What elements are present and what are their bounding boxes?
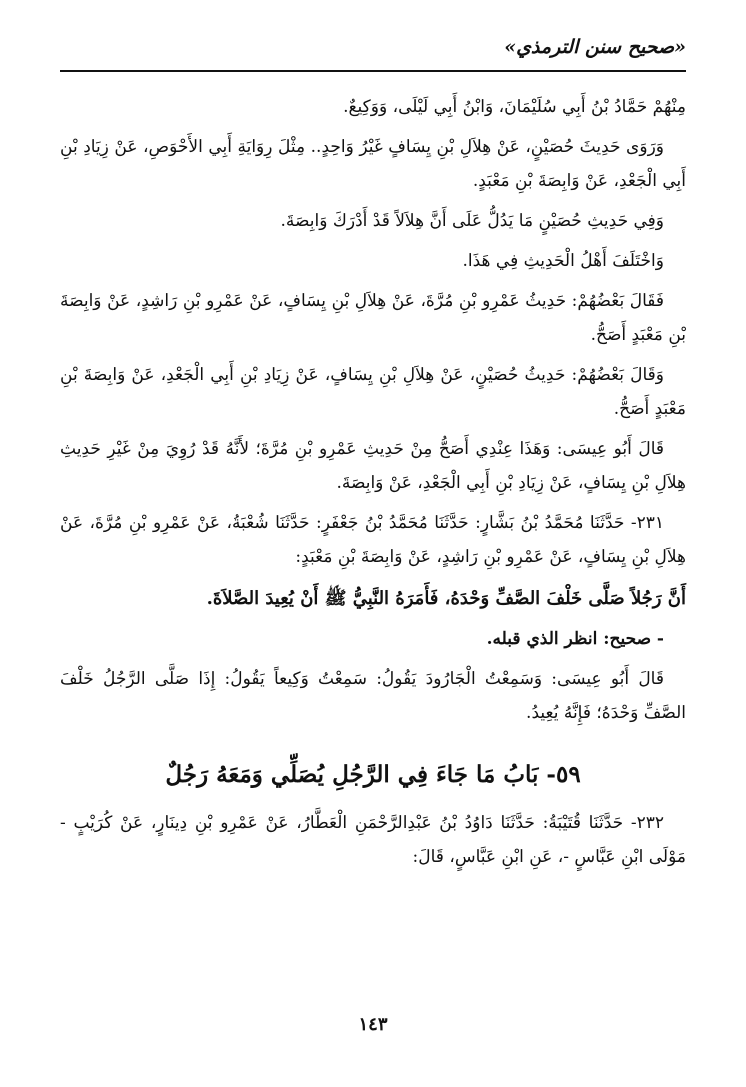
hadith-grade: - صحيح: انظر الذي قبله.: [486, 629, 664, 649]
text-paragraph: وَاخْتَلَفَ أَهْلُ الْحَدِيثِ فِي هَذَا.: [462, 251, 664, 271]
text-paragraph: قَالَ أَبُو عِيسَى: وَسَمِعْتُ الْجَارُودَ يَقُولُ: سَمِعْتُ وَكِيعاً يَقُولُ: إِذَا صَلَّى الرَّجُلُ خَلْفَ الصَّفِّ وَحْدَهُ؛ فَإِنَّهُ يُعِيدُ.: [60, 669, 686, 723]
page-body: [60, 90, 686, 880]
hadith-chain-232: ٢٣٢- حَدَّثَنَا قُتَيْبَةُ: حَدَّثَنَا دَاوُدُ بْنُ عَبْدِالرَّحْمَنِ الْعَطَّارُ، عَنْ عَمْرِو بْنِ دِينَارٍ، عَنْ كُرَيْبٍ - مَوْلَى ابْنِ عَبَّاسٍ -، عَنِ ابْنِ عَبَّاسٍ، قَالَ:: [60, 813, 686, 867]
text-paragraph: وَفِي حَدِيثِ حُصَيْنٍ مَا يَدُلُّ عَلَى أَنَّ هِلاَلاً قَدْ أَدْرَكَ وَابِصَةَ.: [280, 211, 664, 231]
text-paragraph: قَالَ أَبُو عِيسَى: وَهَذَا عِنْدِي أَصَحُّ مِنْ حَدِيثِ عَمْرِو بْنِ مُرَّةَ؛ لأَنَّهُ قَدْ رُوِيَ مِنْ غَيْرِ حَدِيثِ هِلاَلِ بْنِ يِسَافٍ، عَنْ زِيَادِ بْنِ أَبِي الْجَعْدِ، عَنْ وَابِصَةَ.: [60, 439, 686, 493]
text-paragraph: وَرَوَى حَدِيثَ حُصَيْنٍ، عَنْ هِلاَلِ بْنِ يِسَافٍ غَيْرُ وَاحِدٍ.. مِثْلَ رِوَايَةِ أَبِي الأَحْوَصِ، عَنْ زِيَادِ بْنِ أَبِي الْجَعْدِ، عَنْ وَابِصَةَ بْنِ مَعْبَدٍ.: [60, 137, 686, 191]
chapter-heading: ٥٩- بَابُ مَا جَاءَ فِي الرَّجُلِ يُصَلِّي وَمَعَهُ رَجُلٌ: [165, 761, 581, 788]
text-paragraph: فَقَالَ بَعْضُهُمْ: حَدِيثُ عَمْرِو بْنِ مُرَّةَ، عَنْ هِلاَلِ بْنِ يِسَافٍ، عَنْ عَمْرِو بْنِ رَاشِدٍ، عَنْ وَابِصَةَ بْنِ مَعْبَدٍ أَصَحُّ.: [60, 291, 686, 345]
text-paragraph: مِنْهُمْ حَمَّادُ بْنُ أَبِي سُلَيْمَانَ، وَابْنُ أَبِي لَيْلَى، وَوَكِيعٌ.: [343, 97, 686, 117]
hadith-chain-231: ٢٣١- حَدَّثَنَا مُحَمَّدُ بْنُ بَشَّارٍ: حَدَّثَنَا مُحَمَّدُ بْنُ جَعْفَرٍ: حَدَّثَنَا شُعْبَةُ، عَنْ عَمْرِو بْنِ مُرَّةَ، عَنْ هِلاَلِ بْنِ يِسَافٍ، عَنْ عَمْرِو بْنِ رَاشِدٍ، عَنْ وَابِصَةَ بْنِ مَعْبَدٍ:: [60, 513, 686, 567]
book-title: «صحيح سنن الترمذي»: [504, 36, 686, 58]
text-paragraph: وَقَالَ بَعْضُهُمْ: حَدِيثُ حُصَيْنٍ، عَنْ هِلاَلِ بْنِ يِسَافٍ، عَنْ زِيَادِ بْنِ أَبِي الْجَعْدِ، عَنْ وَابِصَةَ بْنِ مَعْبَدٍ أَصَحُّ.: [60, 365, 686, 419]
running-header: [60, 30, 686, 72]
page-number: ١٤٣: [358, 1014, 388, 1035]
hadith-matn: أَنَّ رَجُلاً صَلَّى خَلْفَ الصَّفِّ وَحْدَهُ، فَأَمَرَهُ النَّبِيُّ ﷺ أَنْ يُعِيدَ الصَّلاَةَ.: [206, 588, 686, 609]
